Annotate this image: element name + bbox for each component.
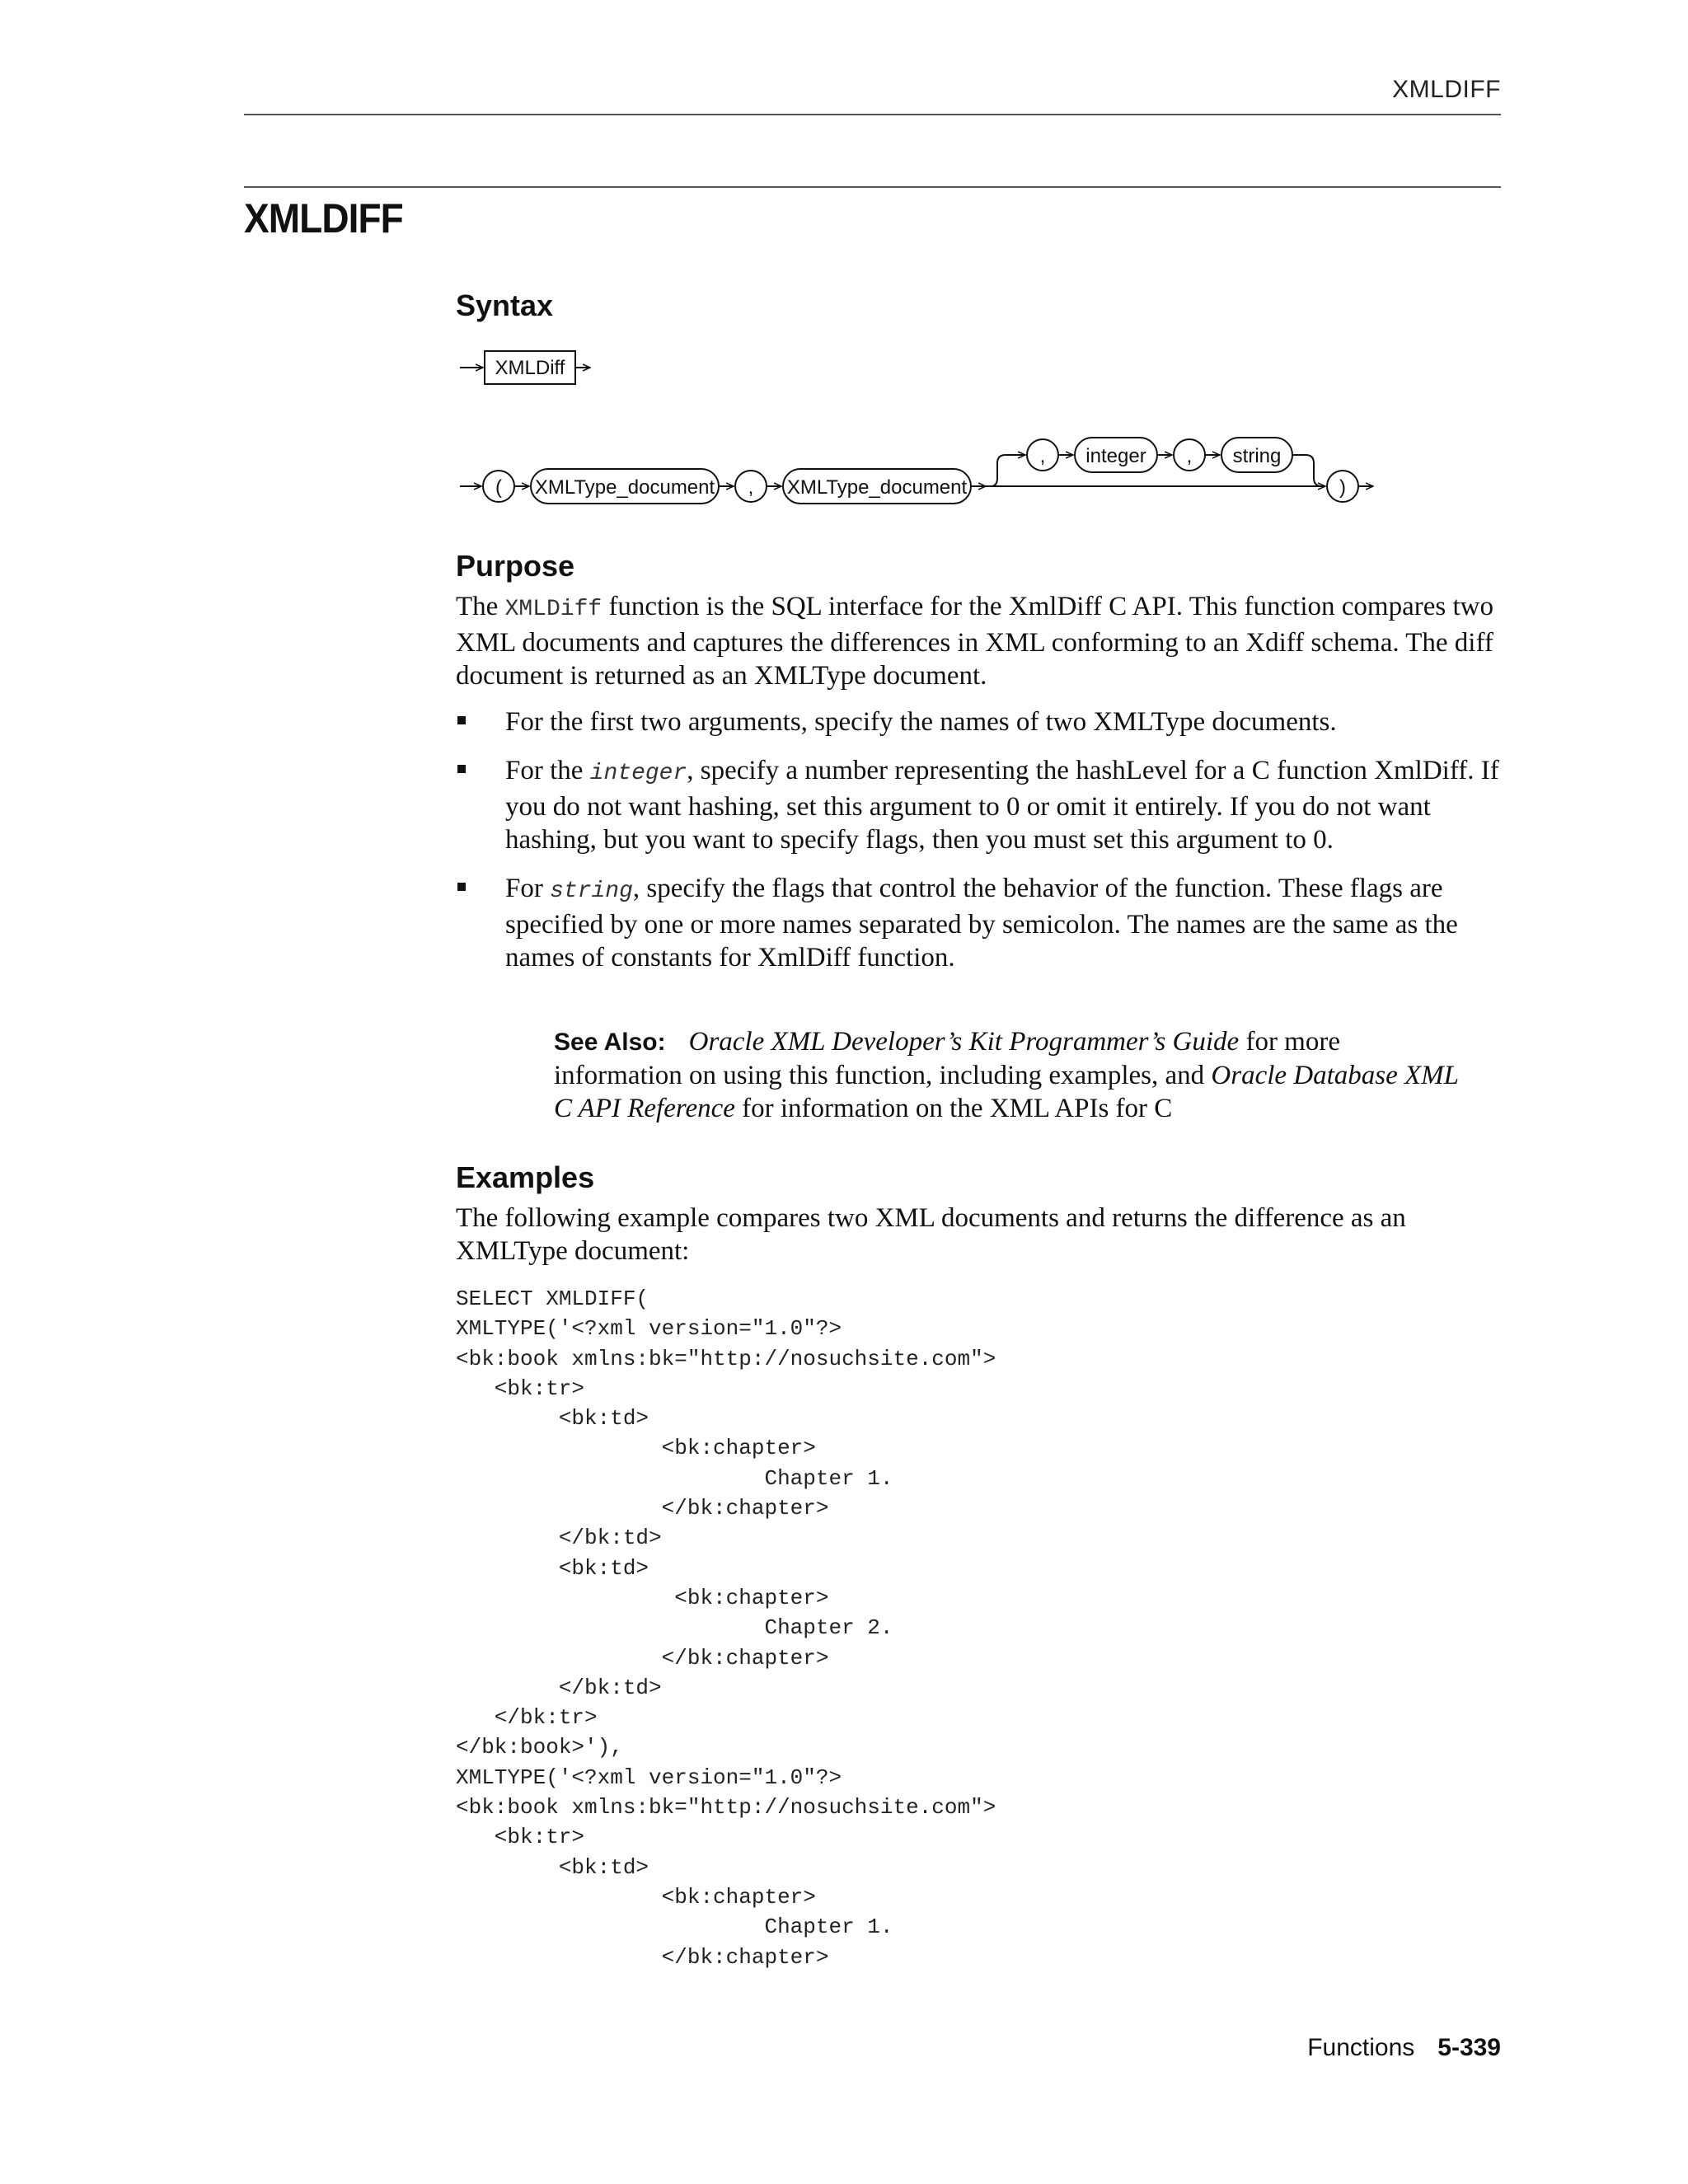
list-item [456, 705, 1503, 738]
comma3-label: , [1186, 445, 1193, 467]
arg1-label: XMLType_document [534, 476, 715, 499]
page-footer [1307, 2034, 1501, 2062]
examples-heading: Examples [456, 1160, 595, 1194]
reference-link[interactable]: Oracle Database XML C API Reference [554, 1061, 1459, 1123]
close-paren-label: ) [1339, 476, 1346, 499]
bullet-icon [457, 883, 466, 891]
text-run: , specify the flags that control the behavior of the function. These flags are specified by one or more names separated by semicolon. The names are the same as the names of constants for XmlDiff function. [505, 874, 1458, 972]
reference-link[interactable]: Oracle XML Developer’s Kit Programmer’s Guide [688, 1027, 1240, 1057]
text-run: for more information on using this function, including examples, and [554, 1027, 1340, 1090]
string-label: string [1232, 445, 1282, 467]
purpose-paragraph [456, 590, 1503, 692]
text-run: The [456, 592, 505, 621]
comma1-label: , [748, 476, 754, 499]
footer-section: Functions [1307, 2034, 1415, 2061]
keyword-label: XMLDiff [495, 357, 565, 379]
bullet-icon [457, 716, 466, 724]
list-item [456, 754, 1503, 856]
page-title: XMLDIFF [244, 195, 403, 241]
list-item [456, 872, 1503, 974]
text-run: For the [505, 756, 590, 785]
text-run: For [505, 874, 551, 903]
inline-code: string [550, 879, 633, 904]
running-header: XMLDIFF [1392, 76, 1501, 103]
see-also-label: See Also: [554, 1029, 666, 1056]
header-rule [244, 114, 1501, 115]
integer-label: integer [1085, 445, 1146, 467]
see-also-note [554, 1025, 1469, 1125]
examples-intro: The following example compares two XML documents and returns the difference as an XMLType document: [456, 1203, 1406, 1266]
text-run: function is the SQL interface for the XmlDiff C API. This function compares two XML documents and captures the differences in XML conforming to an Xdiff schema. The diff document is returned as an XMLType document. [456, 592, 1493, 691]
argument-list [456, 705, 1503, 990]
bullet-icon [457, 765, 466, 773]
inline-code: integer [589, 761, 687, 786]
text-run: for information on the XML APIs for C [734, 1094, 1173, 1123]
code-example: SELECT XMLDIFF( XMLTYPE('<?xml version="1.0"?> <bk:book xmlns:bk="http://nosuchsite.com"> <bk:tr> <bk:td> <bk:chapter> Chapter 1. </bk:chapter> </bk:td> <bk:td> <bk:chapter> Chapter 2. </bk:chapter> </bk:td> </bk:tr> </bk:book>'), XMLTYPE('<?xml version="1.0"?> <bk:book xmlns:bk="http://nosuchsite.com"> <bk:tr> <bk:td> <bk:chapter> Chapter 1. </bk:chapter> [456, 1286, 996, 1970]
title-rule [244, 186, 1501, 188]
inline-code: XMLDiff [504, 597, 603, 622]
text-run: , specify a number representing the hashLevel for a C function XmlDiff. If you do not want hashing, set this argument to 0 or omit it entirely. If you do not want hashing, but you want to specify flags, then you must set this argument to 0. [505, 756, 1499, 855]
syntax-heading: Syntax [456, 288, 554, 322]
open-paren-label: ( [495, 476, 502, 499]
syntax-diagram [453, 338, 1401, 519]
comma2-label: , [1039, 445, 1046, 467]
list-item-text: For the first two arguments, specify the names of two XMLType documents. [505, 707, 1337, 737]
page-number: 5-339 [1437, 2034, 1501, 2061]
arg2-label: XMLType_document [786, 476, 968, 499]
purpose-heading: Purpose [456, 549, 575, 583]
